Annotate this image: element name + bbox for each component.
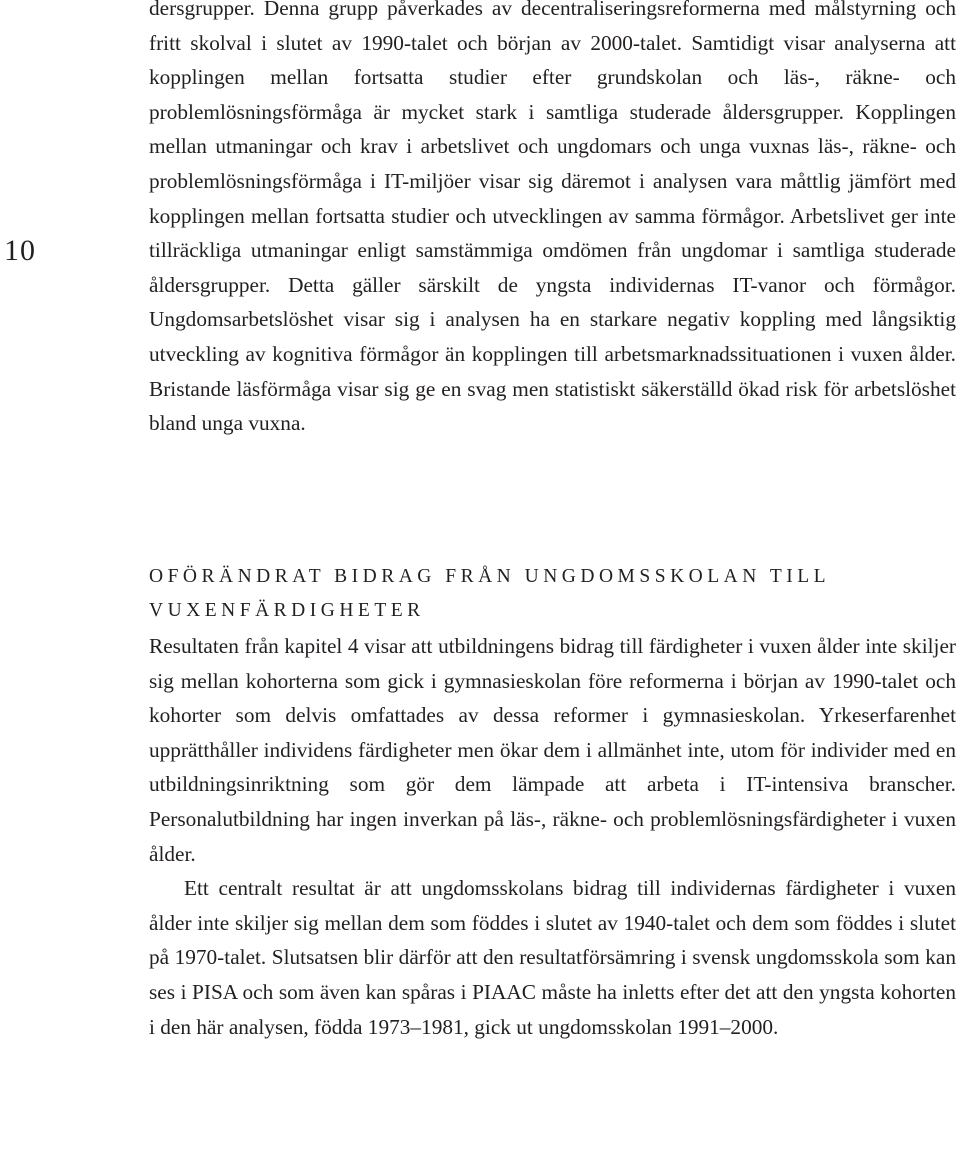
paragraph-3: Ett centralt resultat är att ungdomsskolans bidrag till individernas färdigheter i vuxen ålder inte skiljer sig mellan dem som föddes i slutet av 1940-talet och dem som föddes i slutet på 1970-talet. Slutsatsen blir därför att den resultatförsämring i svensk ungdomsskola som kan ses i PISA och som även kan spåras i PIAAC måste ha inletts efter det att den yngsta kohorten i den här analysen, födda 1973–1981, gick ut ungdomsskolan 1991–2000. xyxy=(149,876,956,1039)
paragraph-1: dersgrupper. Denna grupp påverkades av decentraliseringsreformerna med målstyrning och fritt skolval i slutet av 1990-talet och början av 2000-talet. Samtidigt visar analyserna att kopplingen mellan fortsatta studier efter grundskolan och läs-, räkne- och problemlösningsförmåga är mycket stark i samtliga studerade åldersgrupper. Kopplingen mellan utmaningar och krav i arbetslivet och ungdomars och unga vuxnas läs-, räkne- och problemlösningsförmåga i IT-miljöer visar sig däremot i analysen vara måttlig jämfört med kopplingen mellan fortsatta studier och utvecklingen av samma förmågor. Arbetslivet ger inte tillräckliga utmaningar enligt samstämmiga omdömen från ungdomar i samtliga studerade åldersgrupper. Detta gäller särskilt de yngsta individernas IT-vanor och förmågor. Ungdomsarbetslöshet visar sig i analysen ha en starkare negativ koppling med långsiktig utveckling av kognitiva förmågor än kopplingen till arbetsmarknadssituationen i vuxen ålder. Bristande läsförmåga visar sig ge en svag men statistiskt säkerställd ökad risk för arbetslöshet bland unga vuxna. xyxy=(149,0,956,436)
body-text-top xyxy=(149,0,956,441)
body-text-bottom xyxy=(149,629,956,1044)
section-heading: OFÖRÄNDRAT BIDRAG FRÅN UNGDOMSSKOLAN TILL VUXENFÄRDIGHETER xyxy=(149,566,830,621)
paragraph-2: Resultaten från kapitel 4 visar att utbildningens bidrag till färdigheter i vuxen ålder inte skiljer sig mellan kohorterna som gick i gymnasieskolan före reformerna i början av 1990-talet och kohorter som delvis omfattades av dessa reformer i gymnasieskolan. Yrkeserfarenhet upprätthåller individens färdigheter men ökar dem i allmänhet inte, utom för individer med en utbildningsinriktning som gör dem lämpade att arbeta i IT-intensiva branscher. Personalutbildning har ingen inverkan på läs-, räkne- och problemlösningsfärdigheter i vuxen ålder. xyxy=(149,634,956,866)
page-number: 10 xyxy=(4,234,36,267)
